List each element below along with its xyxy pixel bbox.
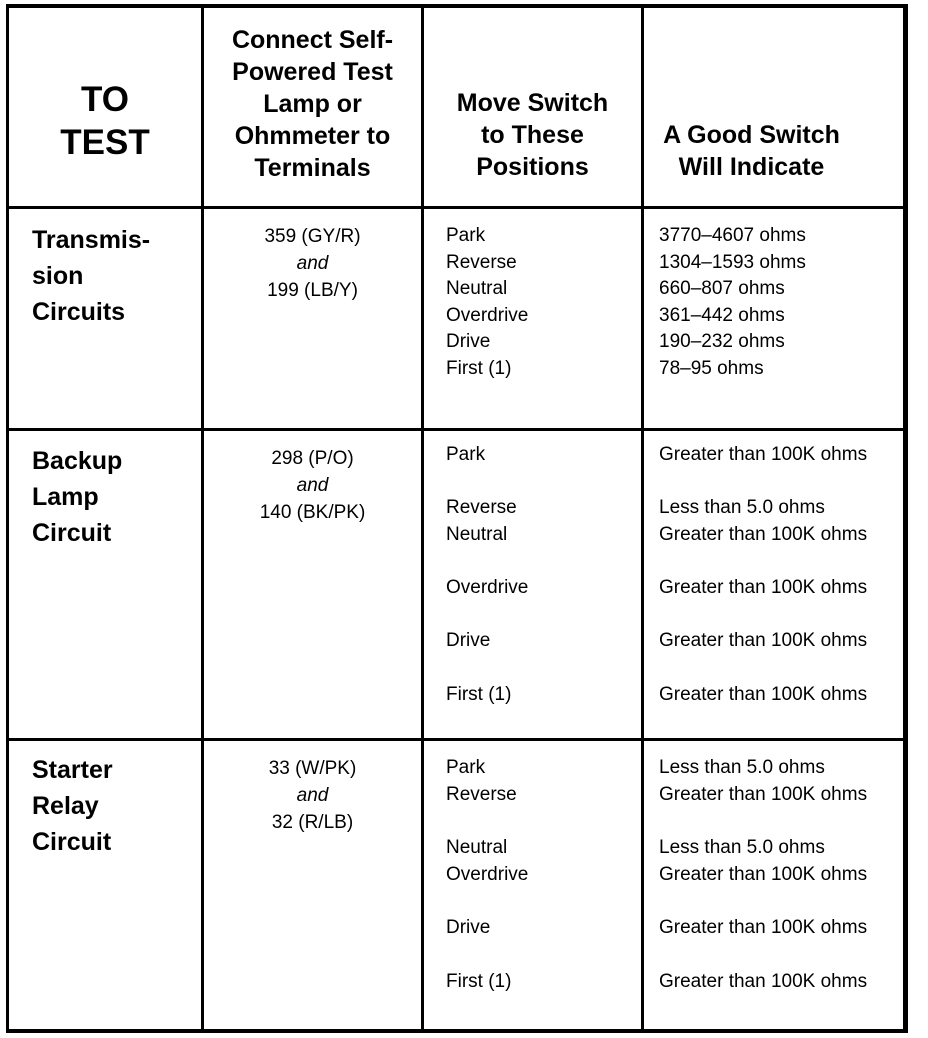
indication-item: Greater than 100K ohms — [659, 630, 868, 651]
test-label-line: Relay — [32, 792, 99, 820]
terminal-wire: 298 (P/O) — [271, 448, 354, 469]
header-connect-terminals — [204, 24, 421, 184]
indication-item: Greater than 100K ohms — [659, 971, 868, 992]
header-to-test — [9, 78, 201, 164]
test-label-line: Circuit — [32, 519, 112, 547]
indication-item: Greater than 100K ohms — [659, 684, 868, 705]
indication-item: 660–807 ohms — [659, 278, 785, 300]
header-connect-line: Terminals — [254, 154, 371, 182]
indication-item: Less than 5.0 ohms — [659, 837, 825, 858]
indication-item: Greater than 100K ohms — [659, 864, 868, 885]
position-item: First (1) — [446, 971, 512, 992]
position-item: Overdrive — [446, 577, 529, 598]
position-item: First (1) — [446, 357, 512, 379]
indication-item: Greater than 100K ohms — [659, 577, 868, 598]
indication-item: 190–232 ohms — [659, 331, 785, 353]
terminal-and: and — [296, 785, 329, 806]
position-item: Drive — [446, 630, 491, 651]
header-good-line: A Good Switch — [663, 121, 840, 149]
header-good-line: Will Indicate — [678, 153, 825, 181]
position-item: Drive — [446, 331, 491, 353]
test-label-line: Circuits — [32, 298, 126, 326]
row-terminals — [204, 755, 421, 836]
header-connect-line: Powered Test — [232, 58, 393, 86]
position-item: Park — [446, 757, 486, 778]
test-label-line: Lamp — [32, 483, 99, 511]
position-item: Overdrive — [446, 864, 529, 885]
table-border-right — [903, 4, 908, 1033]
position-item: First (1) — [446, 684, 512, 705]
row-test-label — [32, 752, 113, 860]
terminal-wire: 359 (GY/R) — [264, 226, 361, 247]
row-divider — [6, 428, 908, 431]
header-move-line: Move Switch — [456, 89, 609, 117]
position-item: Park — [446, 225, 486, 246]
terminal-and: and — [296, 253, 329, 274]
position-item: Park — [446, 444, 486, 465]
position-item: Neutral — [446, 524, 508, 545]
header-move-switch — [424, 87, 641, 183]
position-item: Reverse — [446, 784, 517, 805]
indication-item: 361–442 ohms — [659, 304, 785, 326]
header-move-line: Positions — [476, 153, 589, 181]
row-positions — [446, 223, 528, 383]
row-divider — [6, 206, 908, 209]
test-label-line: sion — [32, 262, 84, 290]
terminal-wire: 33 (W/PK) — [268, 758, 357, 779]
test-label-line: Starter — [32, 756, 113, 784]
indication-item: Less than 5.0 ohms — [659, 497, 825, 518]
position-item: Overdrive — [446, 304, 529, 326]
indication-item: Greater than 100K ohms — [659, 444, 868, 465]
indication-item: 3770–4607 ohms — [659, 225, 806, 246]
terminal-wire: 199 (LB/Y) — [267, 280, 358, 301]
indication-item: 1304–1593 ohms — [659, 251, 806, 273]
table-border-top — [6, 4, 906, 8]
terminal-wire: 32 (R/LB) — [271, 812, 354, 833]
header-connect-line: Connect Self- — [231, 26, 394, 54]
terminal-and: and — [296, 475, 329, 496]
row-terminals — [204, 445, 421, 526]
position-item: Neutral — [446, 278, 508, 300]
test-label-line: Circuit — [32, 828, 112, 856]
header-connect-line: Lamp or — [263, 90, 362, 118]
row-test-label — [32, 443, 122, 551]
header-to-test-line: TO — [81, 80, 129, 119]
row-test-label — [32, 222, 150, 330]
indication-item: Less than 5.0 ohms — [659, 757, 825, 778]
indication-item: Greater than 100K ohms — [659, 784, 868, 805]
test-label-line: Transmis- — [32, 226, 151, 254]
position-item: Drive — [446, 917, 491, 938]
test-label-line: Backup — [32, 447, 123, 475]
indication-item: Greater than 100K ohms — [659, 917, 868, 938]
header-connect-line: Ohmmeter to — [234, 122, 391, 150]
position-item: Reverse — [446, 251, 517, 273]
row-divider — [6, 738, 908, 741]
header-good-switch — [644, 119, 859, 183]
row-terminals — [204, 223, 421, 304]
terminal-wire: 140 (BK/PK) — [259, 502, 366, 523]
table-border-bottom — [6, 1029, 908, 1033]
row-indications — [659, 223, 806, 383]
header-move-line: to These — [481, 121, 584, 149]
indication-item: 78–95 ohms — [659, 357, 764, 379]
indication-item: Greater than 100K ohms — [659, 524, 868, 545]
position-item: Neutral — [446, 837, 508, 858]
position-item: Reverse — [446, 497, 517, 518]
header-to-test-line: TEST — [60, 123, 150, 162]
